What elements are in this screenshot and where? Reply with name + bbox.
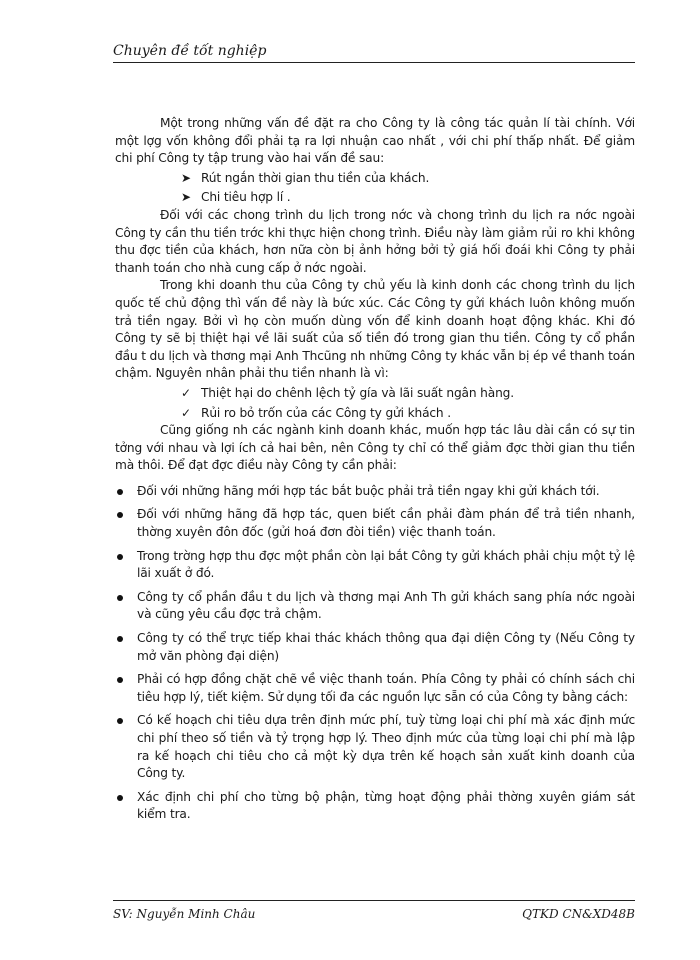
bullet-text: Xác định chi phí cho từng bộ phận, từng hoạt động phải thờng xuyên giám sát kiểm tra. bbox=[137, 789, 635, 822]
bullet-text: Công ty cổ phần đầu t du lịch và thơng mại Anh Th gửi khách sang phía nớc ngoài và cũng yêu cầu đợc trả chậm. bbox=[137, 589, 635, 622]
arrow-list-item-text: Chi tiêu hợp lí . bbox=[201, 190, 291, 205]
check-icon: ✓ bbox=[181, 405, 191, 420]
bullet-item bbox=[115, 589, 635, 624]
arrow-list-item bbox=[115, 189, 635, 207]
bullet-item bbox=[115, 671, 635, 706]
bullet-text: Có kế hoạch chi tiêu dựa trên định mức phí, tuỳ từng loại chi phí mà xác định mức chi phí theo số tiền và tỷ trọng hợp lý. Theo định mức của từng loại chi phí mà lập ra kế hoạch chi tiêu cho cả một kỳ dựa trên kế hoạch sản xuất kinh doanh của Công ty. bbox=[137, 713, 635, 781]
bullet-dot-icon bbox=[117, 489, 123, 495]
check-list-item-text: Thiệt hại do chênh lệch tỷ gía và lãi suất ngân hàng. bbox=[201, 385, 514, 400]
bullet-item bbox=[115, 483, 635, 501]
bullet-dot-icon bbox=[117, 795, 123, 801]
bullet-dot-icon bbox=[117, 512, 123, 518]
paragraph-2: Đối với các chong trình du lịch trong nớc và chong trình du lịch ra nớc ngoài Công ty cần thu tiền trớc khi thực hiện chong trình. Điều này làm giảm rủi ro khi không thu đợc tiền của khách, hơn nữa còn bị ảnh hởng bởi tỷ giá hối đoái khi Công ty phải thanh toán cho nhà cung cấp ở nớc ngoài. bbox=[115, 207, 635, 275]
bullet-text: Đối với những hãng mới hợp tác bắt buộc phải trả tiền ngay khi gửi khách tới. bbox=[137, 483, 600, 498]
bullet-dot-icon bbox=[117, 677, 123, 683]
paragraph-4: Cũng giống nh các ngành kinh doanh khác, muốn hợp tác lâu dài cần có sự tin tởng với nhau và lợi ích cả hai bên, nên Công ty chỉ có thể giảm đợc thời gian thu tiền mà thôi. Để đạt đợc điều này Công ty cần phải: bbox=[115, 423, 635, 473]
check-list-item-text: Rủi ro bỏ trốn của các Công ty gửi khách . bbox=[201, 405, 451, 420]
bullet-text: Công ty có thể trực tiếp khai thác khách thông qua đại diện Công ty (Nếu Công ty mở văn phòng đại diện) bbox=[137, 631, 635, 663]
page-footer bbox=[113, 900, 635, 925]
bullet-item bbox=[115, 548, 635, 583]
bullet-item bbox=[115, 506, 635, 541]
footer-class-code: QTKD CN&XD48B bbox=[522, 907, 635, 921]
bullet-item bbox=[115, 630, 635, 665]
bullet-dot-icon bbox=[117, 718, 123, 724]
bullet-dot-icon bbox=[117, 554, 123, 560]
check-list-item bbox=[115, 385, 635, 403]
bullet-item bbox=[115, 789, 635, 824]
paragraph-1: Một trong những vấn đề đặt ra cho Công ty là công tác quản lí tài chính. Với một lợg vốn không đổi phải tạ ra lợi nhuận cao nhất , với chi phí thấp nhất. Để giảm chi phí Công ty tập trung vào hai vấn đề sau: bbox=[115, 116, 635, 166]
arrow-list-item bbox=[115, 170, 635, 188]
check-icon: ✓ bbox=[181, 385, 191, 400]
bullet-dot-icon bbox=[117, 636, 123, 642]
bullet-text: Đối với những hãng đã hợp tác, quen biết cần phải đàm phán để trả tiền nhanh, thờng xuyên đôn đốc (gửi hoá đơn đòi tiền) việc thanh toán. bbox=[137, 507, 635, 540]
paragraph-3: Trong khi doanh thu của Công ty chủ yếu là kinh donh các chong trình du lịch quốc tế chủ động thì vấn đề này là bức xúc. Các Công ty gửi khách luôn không muốn trả tiền ngay. Bởi vì họ còn muốn dùng vốn để kinh doanh hoạt động khác. Khi đó Công ty sẽ bị thiệt hại về lãi suất của số tiền đó trong gian thu tiền. Công ty cổ phần đầu t du lịch và thơng mại Anh Thcũng nh những Công ty khác vẫn bị ép về thanh toán chậm. Nguyên nhân phải thu tiền nhanh là vì: bbox=[115, 278, 635, 381]
arrow-list-item-text: Rút ngắn thời gian thu tiền của khách. bbox=[201, 170, 430, 185]
arrow-icon: ➤ bbox=[181, 190, 191, 205]
check-list-item bbox=[115, 405, 635, 423]
bullet-item bbox=[115, 712, 635, 782]
arrow-icon: ➤ bbox=[181, 170, 191, 185]
header-title: Chuyên đề tốt nghiệp bbox=[113, 43, 267, 59]
document-body bbox=[115, 115, 635, 824]
bullet-text: Phải có hợp đồng chặt chẽ về việc thanh toán. Phía Công ty phải có chính sách chi tiêu hợp lý, tiết kiệm. Sử dụng tối đa các nguồn lực sẵn có của Công ty bằng cách: bbox=[137, 672, 635, 704]
bullet-text: Trong trờng hợp thu đợc một phần còn lại bắt Công ty gửi khách phải chịu một tỷ lệ lãi xuất ở đó. bbox=[137, 548, 635, 581]
bullet-dot-icon bbox=[117, 595, 123, 601]
footer-author: SV: Nguyễn Minh Châu bbox=[113, 907, 256, 921]
page-header bbox=[113, 40, 635, 63]
